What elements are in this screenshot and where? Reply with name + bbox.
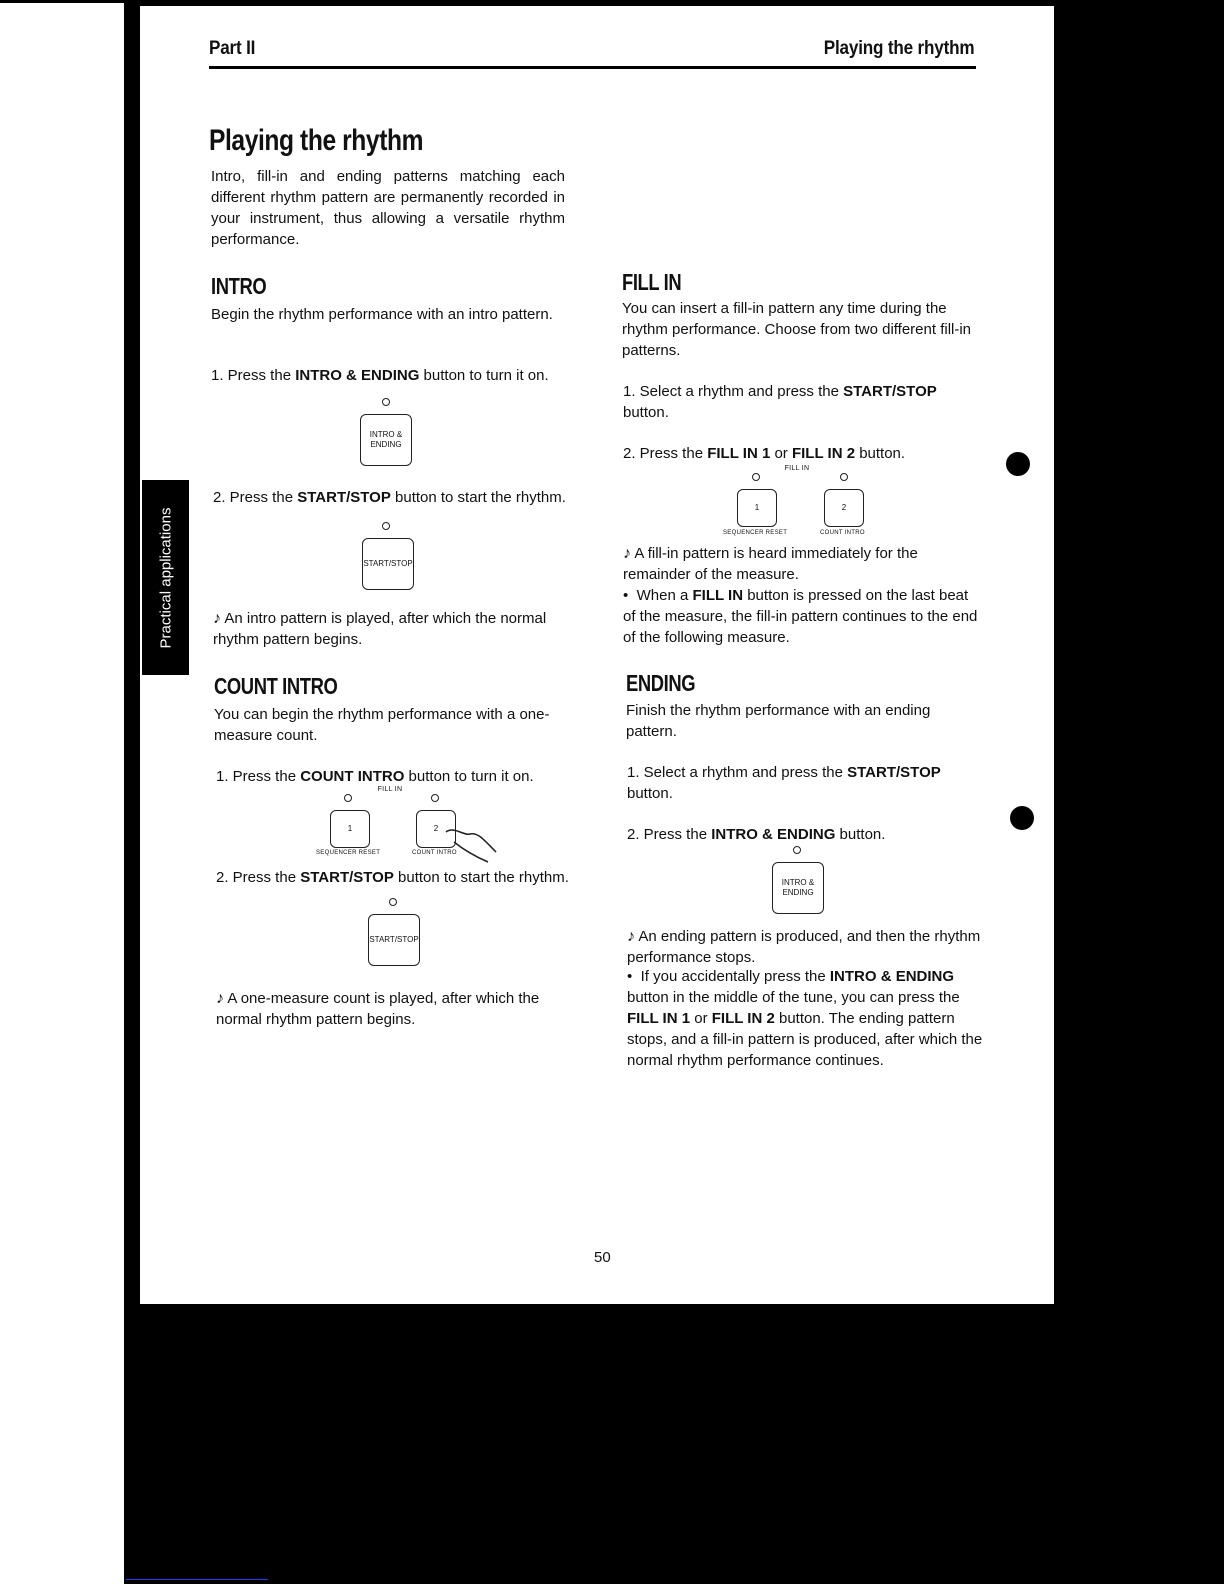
header-title: Playing the rhythm xyxy=(823,38,974,59)
fill-in-heading: FILL IN xyxy=(622,269,682,295)
fill-in-2-button-b[interactable]: 2 xyxy=(824,489,864,527)
count-fill-led-2 xyxy=(431,794,439,802)
count-fill-led-1 xyxy=(344,794,352,802)
header-rule xyxy=(209,66,976,69)
intro-led xyxy=(382,398,390,406)
count-intro-heading: COUNT INTRO xyxy=(214,673,338,699)
binder-hole-1 xyxy=(1006,452,1030,476)
count-fill-in-label: FILL IN xyxy=(377,786,403,793)
start-stop-button-2[interactable]: START/STOP xyxy=(368,914,420,966)
side-tab-label: Practical applications xyxy=(157,507,174,648)
intro-paragraph: Intro, fill-in and ending patterns matching each different rhythm pattern are permanently recorded in your instrument, thus allowing a versatile rhythm performance. xyxy=(211,168,565,248)
binder-hole-2 xyxy=(1010,806,1034,830)
ending-result: ♪ An ending pattern is produced, and then the rhythm performance stops. xyxy=(627,928,981,966)
intro-step2: 2. Press the START/STOP button to start the rhythm. xyxy=(213,489,566,506)
count-intro-step2: 2. Press the START/STOP button to start the rhythm. xyxy=(216,869,569,886)
fill-in-bullet: • When a FILL IN button is pressed on the last beat of the measure, the fill-in pattern continues to the end of the following measure. xyxy=(623,587,978,646)
start-stop-button-1[interactable]: START/STOP xyxy=(362,538,414,590)
intro-heading: INTRO xyxy=(211,273,267,299)
fill-in-desc: You can insert a fill-in pattern any time during the rhythm performance. Choose from two different fill-in patterns. xyxy=(622,300,972,359)
count-intro-desc: You can begin the rhythm performance with a one-measure count. xyxy=(214,706,550,744)
ending-step2: 2. Press the INTRO & ENDING button. xyxy=(627,826,886,843)
scan-margin-left xyxy=(0,0,124,1584)
intro-result: ♪ An intro pattern is played, after which the normal rhythm pattern begins. xyxy=(213,610,547,648)
intro-step1: 1. Press the INTRO & ENDING button to turn it on. xyxy=(211,367,549,384)
intro-ending-button-2[interactable]: INTRO & ENDING xyxy=(772,862,824,914)
fill-in-step2: 2. Press the FILL IN 1 or FILL IN 2 button. xyxy=(623,445,906,462)
page-number: 50 xyxy=(594,1249,611,1266)
side-tab xyxy=(142,480,189,675)
count-intro-label-b: COUNT INTRO xyxy=(820,530,865,536)
scan-link-line xyxy=(126,1579,268,1580)
ending-step1: 1. Select a rhythm and press the START/STOP button. xyxy=(627,764,941,802)
intro-ending-button[interactable]: INTRO & ENDING xyxy=(360,414,412,466)
intro-desc: Begin the rhythm performance with an intro pattern. xyxy=(211,306,553,323)
count-intro-step1: 1. Press the COUNT INTRO button to turn it on. xyxy=(216,768,534,785)
scan-top-line xyxy=(0,0,425,3)
fill-led-2-b xyxy=(840,473,848,481)
fill-in-label-b: FILL IN xyxy=(784,465,810,472)
ending-heading: ENDING xyxy=(626,670,696,696)
fill-in-step1: 1. Select a rhythm and press the START/STOP button. xyxy=(623,383,937,421)
fill-led-1-b xyxy=(752,473,760,481)
ending-bullet: • If you accidentally press the INTRO & ENDING button in the middle of the tune, you can press the FILL IN 1 or FILL IN 2 button. The ending pattern stops, and a fill-in pattern is produced, after which the normal rhythm performance continues. xyxy=(627,968,983,1069)
page-title: Playing the rhythm xyxy=(209,124,424,157)
ending-led xyxy=(793,846,801,854)
fill-in-1-button-a[interactable]: 1 xyxy=(330,810,370,848)
hand-pointer-icon xyxy=(440,812,504,868)
ending-desc: Finish the rhythm performance with an ending pattern. xyxy=(626,702,931,740)
start-stop-led-1 xyxy=(382,522,390,530)
fill-in-result: ♪ A fill-in pattern is heard immediately for the remainder of the measure. xyxy=(623,545,918,583)
count-intro-result: ♪ A one-measure count is played, after which the normal rhythm pattern begins. xyxy=(216,990,540,1028)
start-stop-led-2 xyxy=(389,898,397,906)
count-intro-label-a: COUNT INTRO xyxy=(412,850,457,856)
fill-in-1-button-b[interactable]: 1 xyxy=(737,489,777,527)
header-part: Part II xyxy=(209,38,256,59)
fill-in-2-button-a[interactable]: 2 xyxy=(416,810,456,848)
sequencer-reset-label-b: SEQUENCER RESET xyxy=(723,530,788,536)
sequencer-reset-label-a: SEQUENCER RESET xyxy=(316,850,381,856)
